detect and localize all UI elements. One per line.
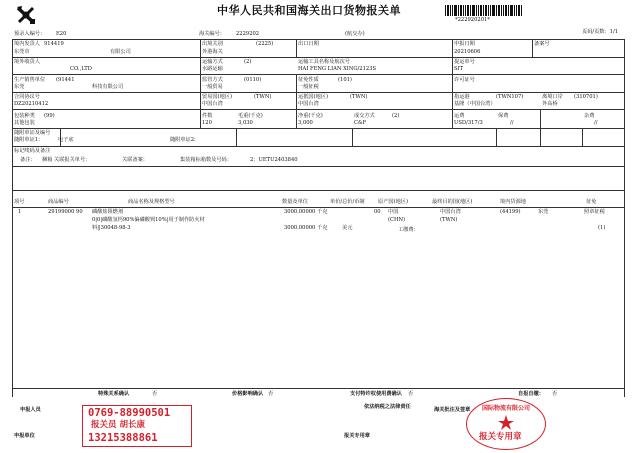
trade-country-code: (TWN) [254,94,272,100]
goods-dest-code: (TWN) [440,217,458,223]
related-record-label: 关联备案： [122,157,148,163]
seal-arc-text: 国际物流有限公司 [481,405,531,412]
consignor-company: 有限公司 [110,49,131,55]
barcode [445,5,530,16]
doc2-label: 随附单证2: [170,137,196,143]
contract-label: 合同协议号 [14,94,40,100]
dest-country-code: (TWN) [350,94,368,100]
consignor-value: 914419 [44,41,64,47]
stamp-label: 报关专用章 [344,433,370,439]
net-value: 3,000 [298,120,313,126]
royalty-value: 否 [408,391,414,397]
dest-country-label: 运抵国(地区) [298,94,328,100]
goods-currency: 美元 [342,225,353,231]
consignor-name: 东莞市 [14,49,30,55]
doc1-value: 电子底 [58,137,74,143]
consignor-label: 境内发货人 [14,41,40,47]
net-label: 净重(千克) [298,113,323,119]
declare-date-value: 20210606 [454,49,481,55]
goods-levy-code: (1) [598,225,606,231]
container-label: 集装箱标箱数及号码： [180,157,232,163]
container-value: 2：UETU2403840 [250,157,298,163]
document-title: 中华人民共和国海关出口货物报关单 [217,4,401,17]
transport-name: 水路运输 [202,66,223,72]
royalty-label: 支付特许权使用费确认 [350,391,402,397]
vessel-value: HAI FENG LIAN XING/2123S [298,66,377,72]
law-label: 依法纳税之法律责任 [364,404,411,410]
special-relation-label: 特殊关系确认 [98,391,130,397]
license-label: 许可证号 [454,77,475,83]
goods-header-origin: 原产国(地区) [378,199,408,205]
freight-label: 运费 [454,113,465,119]
terms-code: (2) [392,113,400,119]
transport-code: (2) [244,59,252,65]
customs-emblem-icon [15,4,37,26]
price-impact-label: 价格影响确认 [232,391,264,397]
goods-qty2: 3000.00000 千克 [284,225,328,231]
declarant-unit-label: 申报单位 [14,433,35,439]
company-seal [466,398,546,450]
goods-note: 工缴费： [398,227,419,233]
supervision-name: 一般贸易 [202,84,223,90]
stamp-phone-1: 0769-88990501 [88,407,171,419]
goods-source-code: (44199) [500,209,521,215]
consignee-label: 境外收货人 [14,59,40,65]
customs-no-value: 2229202 [236,31,260,37]
goods-dest-name: 中国台湾 [440,209,461,215]
goods-header-price: 单价/总价/币制 [330,199,365,205]
transport-label: 运输方式 [202,59,223,65]
misc-value: // [594,120,598,126]
barcode-text: *222920201* [455,17,490,23]
goods-no: 1 [18,209,22,215]
remarks-value: 捆箱 关联报关单号： [42,157,91,163]
stamp-phone-2: 13215388861 [88,432,158,444]
goods-source-name: 东莞 [538,209,549,215]
remarks-label: 备注： [20,157,36,163]
insurance-value: // [510,120,514,126]
package-label: 包装种类 [14,113,35,119]
export-port-name: 外港海关 [202,49,223,55]
dest-port-code: (TWN107) [496,94,524,100]
stamp-broker-name: 报关员 胡长康 [91,420,145,430]
consignee-value: CO.,LTD [70,66,92,72]
producer-city: 东莞 [14,84,25,90]
self-report-label: 自报自缴： [518,391,544,397]
goods-header-no: 项号 [14,199,25,205]
declarant-label: 申报人员 [20,407,41,413]
preentry-value: E20 [56,31,67,37]
supervision-label: 监管方式 [202,77,223,83]
levy-nature-name: 一般征税 [298,84,319,90]
dest-port-name: 基隆（中国台湾） [454,101,496,107]
package-code: (99) [44,113,55,119]
goods-hs-code: 29199000 90 [48,209,83,215]
dest-country-name: 中国台湾 [298,101,319,107]
supervision-code: (0110) [244,77,262,83]
goods-name: 磷酸盐阻燃剂 [92,209,124,215]
dest-port-label: 指运港 [454,94,470,100]
preentry-label: 预录入编号： [14,31,46,37]
goods-header-final-dest: 最终目的国(地区) [432,199,473,205]
broker-stamp [82,405,192,447]
goods-header-levy: 征免 [586,199,597,205]
package-name: 其他包装 [14,120,35,126]
customs-no-label: 海关编号： [199,31,225,37]
goods-spec-line2: 料||30048-98-3 [92,225,131,231]
declare-date-label: 申报日期 [454,41,475,47]
customs-remark-label: 海关批注及签章 [434,407,471,413]
vessel-label: 运输工具名称及航次号 [298,59,350,65]
goods-origin-code: (CHN) [388,217,406,223]
goods-spec-line1: 0|0|磷酸氢钙90%偏磷酸钡10%|用于制作防火材 [92,217,205,223]
goods-header-name: 商品名称及规格型号 [128,199,175,205]
exit-port-code: (310701) [574,94,598,100]
terms-name: C&F [354,120,367,126]
levy-nature-label: 征免性质 [298,77,319,83]
producer-company: 科技有限公司 [92,84,124,90]
goods-header-qty: 数量及单位 [282,199,308,205]
goods-header-hs: 商品编号 [48,199,69,205]
gross-value: 3,030 [238,120,253,126]
producer-label: 生产销售单位 [14,77,46,83]
trade-country-name: 中国台湾 [202,101,223,107]
freight-value: USD/317/3 [454,120,483,126]
producer-code: (91441 [56,77,75,83]
self-report-value: 否 [552,391,558,397]
exit-port-name: 外高桥 [542,101,558,107]
pieces-label: 件数 [202,113,213,119]
contract-value: DZ20210412 [14,101,49,107]
goods-qty1: 3000.00000 千克 [284,209,328,215]
insurance-label: 保费 [498,113,509,119]
bl-value: SIT [454,66,464,72]
doc1-label: 随附单证1： [14,137,44,143]
goods-levy-name: 照章征税 [584,209,605,215]
misc-label: 杂费 [584,113,595,119]
record-no-label: 备案号 [534,41,550,47]
export-port-label: 出境关别 [202,41,223,47]
goods-header-source: 境内货源地 [500,199,526,205]
levy-nature-code: (101) [338,77,352,83]
docs-label: 随附单证及编号 [14,130,51,136]
terms-label: 成交方式 [354,113,375,119]
shipper-marker: (航交办) [345,31,365,37]
goods-origin-name: 中国 [388,209,399,215]
pieces-value: 120 [202,120,212,126]
bl-label: 提运单号 [454,59,475,65]
page-info: 页码/页数：1/1 [582,29,619,35]
export-date-label: 出口日期 [298,41,319,47]
exit-port-label: 离境口岸 [542,94,563,100]
marks-label: 标记唛码及备注 [14,148,51,154]
export-port-code: (2225) [256,41,274,47]
gross-label: 毛重(千克) [238,113,263,119]
goods-price: 00 [374,209,381,215]
trade-country-label: 贸易国(地区) [202,94,232,100]
special-relation-value: 否 [152,391,158,397]
seal-center-text: 报关专用章 [479,432,522,442]
price-impact-value: 否 [268,391,274,397]
